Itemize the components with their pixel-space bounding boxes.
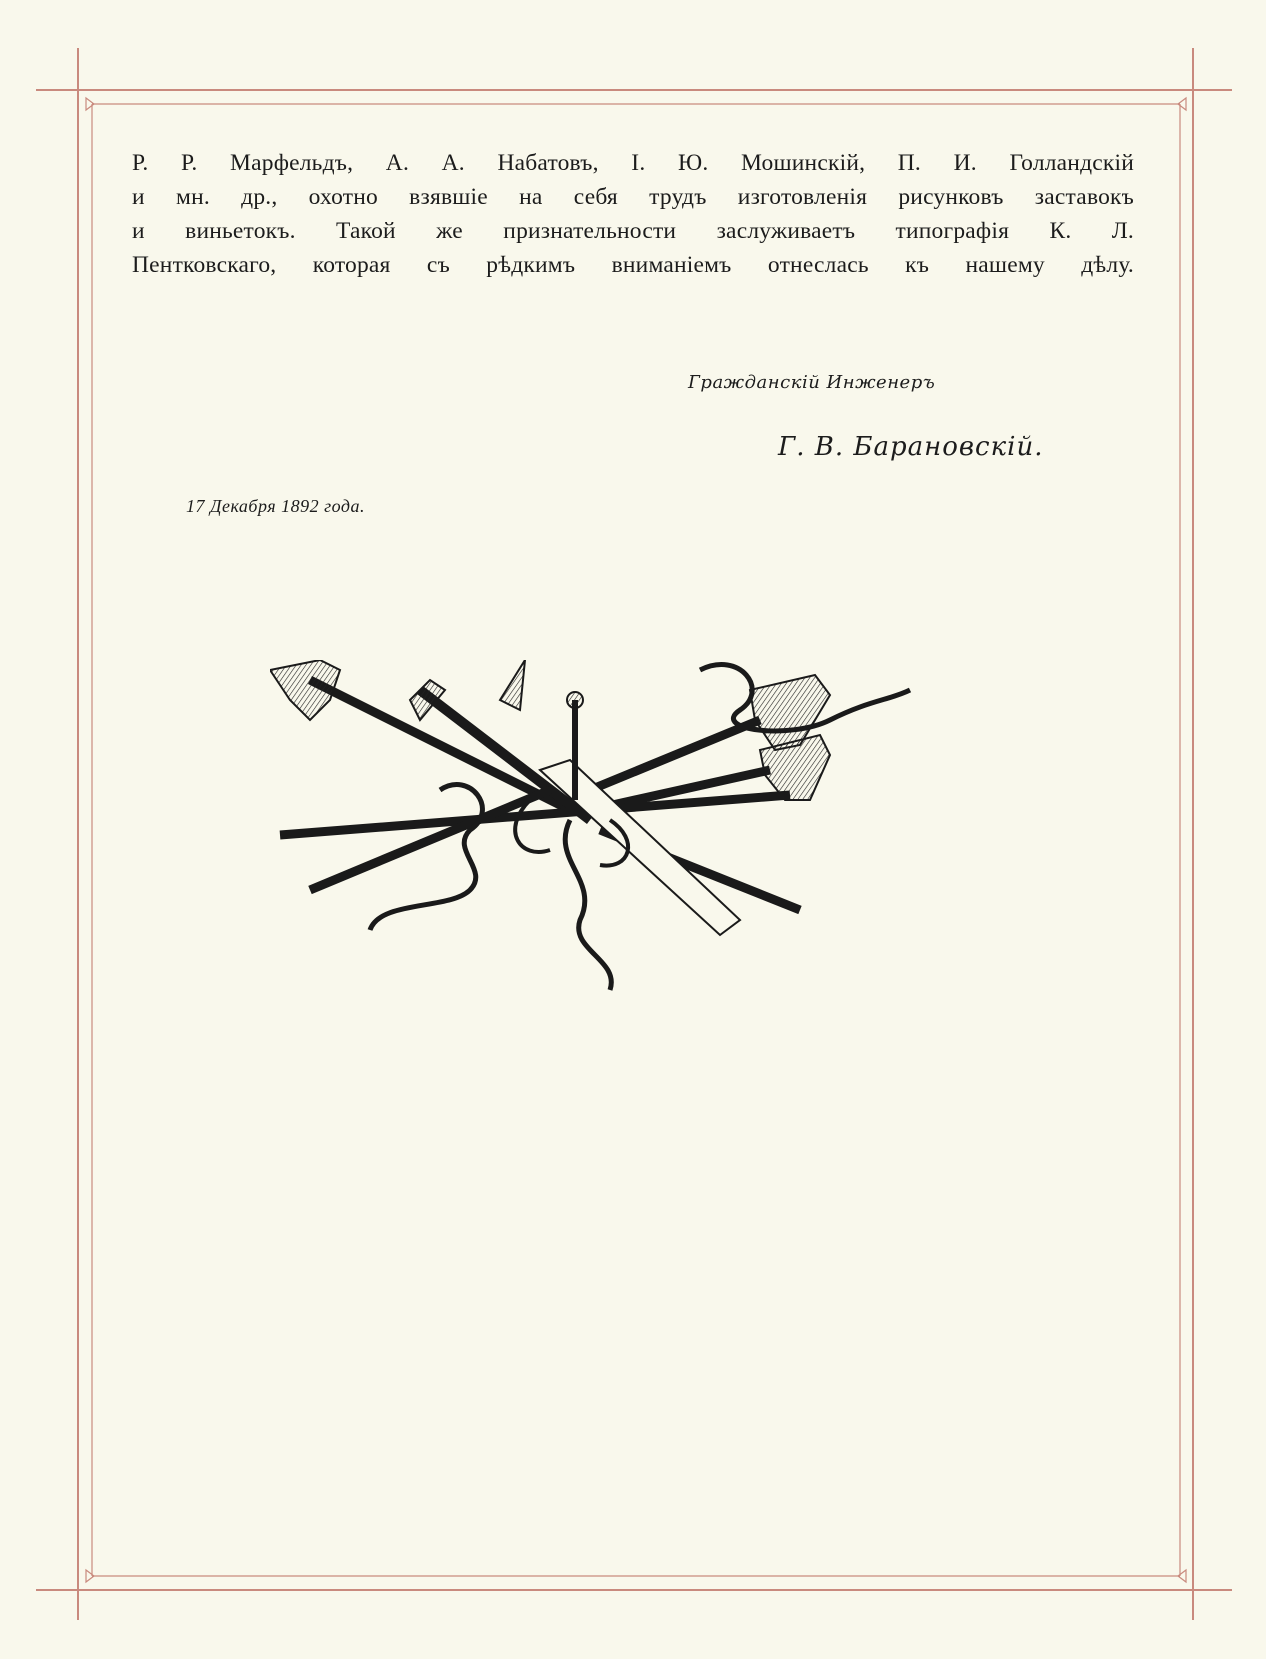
body-line: Р. Р. Марфельдъ, А. А. Набатовъ, І. Ю. Мошинскій, П. И. Голландскій — [132, 150, 1134, 176]
body-line: и виньетокъ. Такой же признательности заслуживаетъ типографія К. Л. — [132, 218, 1134, 244]
body-line: Пентковскаго, которая съ рѣдкимъ вниманіемъ отнеслась къ нашему дѣлу. — [132, 252, 1134, 278]
author-signature: Г. В. Барановскій. — [778, 432, 1044, 462]
tools-vignette-illustration — [270, 660, 970, 1050]
body-line: и мн. др., охотно взявшіе на себя трудъ изготовленія рисунковъ заставокъ — [132, 184, 1134, 210]
body-paragraph — [132, 146, 1134, 282]
document-date: 17 Декабря 1892 года. — [186, 496, 365, 516]
author-position: Гражданскій Инженеръ — [688, 372, 936, 393]
